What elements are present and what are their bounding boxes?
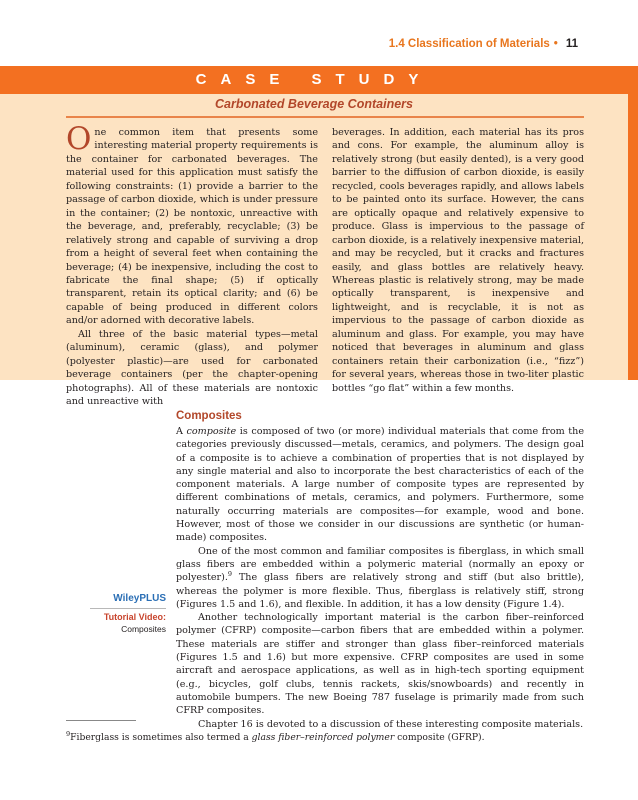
composites-paragraph-1 (176, 425, 584, 545)
running-header (30, 38, 578, 50)
case-study-divider (66, 116, 584, 118)
composites-paragraph-4: Chapter 16 is devoted to a discussion of these interesting composite materials. (198, 718, 584, 730)
case-paragraph-2: All three of the basic material types—metal (aluminum), ceramic (glass), and polymer (polyester plastic)—are used for carbonated beverage containers (per the chapter-opening photographs). All of these materials are nontoxic and unreactive with (66, 328, 318, 408)
composites-paragraph-2 (176, 545, 584, 611)
sidebar-divider (90, 608, 166, 609)
composites-paragraph-3: Another technologically important material is the carbon fiber–reinforced polymer (CFRP) composite—carbon fibers that are embedded within a polymer. These materials are stiffer and stronger than glass fiber–reinforced materials (Figures 1.5 and 1.6) but more expensive. CFRP composites are used in some aircraft and aerospace applications, as well as in high-tech sporting equipment (e.g., bicycles, golf clubs, tennis rackets, skis/snowboards) and recently in automobile bumpers. The new Boeing 787 fuselage is primarily made from such CFRP composites. (176, 612, 584, 717)
page-number: 11 (565, 38, 578, 50)
case-paragraph-1 (66, 121, 318, 328)
term-composite: composite (186, 426, 237, 437)
text-run: is composed of two (or more) individual materials that come from the categories previously discussed—metals, ceramics, and polymers. The design goal of a composite is to achieve a combination of properties that is not displayed by any single material and also to incorporate the best characteristics of each of the component materials. A large number of composite types are represented by different combinations of metals, ceramics, and polymers. Furthermore, some naturally occurring materials are composites—for example, wood and bone. However, most of those we consider in our discussions are synthetic (or human-made) composites. (176, 426, 585, 544)
case-paragraph-1-text: ne common item that presents some interesting material property requirements is the container for carbonated beverages. The material used for this application must satisfy the following constraints: (1) provide a barrier to the passage of carbon dioxide, which is under pressure in the container; (2) be nontoxic, unreactive with the beverage, and, preferably, recyclable; (3) be relatively strong and capable of surviving a drop from a height of several feet when containing the beverage; (4) be inexpensive, including the cost to fabricate the final shape; (5) if optically transparent, retain its optical clarity; and (6) be capable of being produced in different colors and/or adorned with decorative labels. (66, 127, 318, 327)
section-heading-composites: Composites (176, 410, 242, 422)
case-paragraph-3: beverages. In addition, each material has its pros and cons. For example, the aluminum alloy is relatively strong (but easily dented), is a very good barrier to the diffusion of carbon dioxide, is easily recycled, cools beverages rapidly, and allows labels to be painted onto its surface. However, the cans are optically opaque and relatively expensive to produce. Glass is impervious to the passage of carbon dioxide, is a relatively inexpensive material, and may be recycled, but it cracks and fractures easily, and glass bottles are relatively heavy. Whereas plastic is relatively strong, may be made optically transparent, is inexpensive and lightweight, and is recyclable, it is not as impervious to the passage of carbon dioxide as aluminum and glass. For example, you may have noticed that beverages in aluminum and glass containers retain their carbonization (i.e., “fizz”) for several years, whereas those in two-liter plastic bottles “go flat” within a few months. (332, 127, 584, 394)
case-study-right-column (332, 126, 584, 395)
drop-cap: O (66, 121, 92, 157)
composites-body (176, 425, 584, 731)
header-bullet: • (553, 38, 558, 50)
header-section-title: 1.4 Classification of Materials (388, 38, 550, 50)
page-edge-tab (628, 66, 638, 380)
text-run: One of the most common and familiar composites is fiberglass, in which small glass fibers are embedded within a polymeric material (normally an epoxy or polyester). (176, 545, 584, 584)
tutorial-video-topic[interactable]: Composites (121, 624, 166, 634)
text-run: composite (GFRP). (394, 732, 485, 743)
case-study-title: Carbonated Beverage Containers (215, 97, 413, 111)
case-study-left-column (66, 121, 318, 409)
text-run: A (176, 426, 187, 437)
case-study-banner: CASE STUDY (0, 66, 628, 94)
footnote-number: 9 (66, 729, 71, 738)
footnote-ref[interactable]: 9 (227, 570, 233, 579)
term-gfrp: glass fiber–reinforced polymer (251, 732, 395, 743)
wileyplus-label[interactable]: WileyPLUS (113, 593, 166, 604)
tutorial-video-link[interactable]: Tutorial Video: (103, 612, 166, 622)
footnote (66, 729, 586, 743)
footnote-divider (66, 720, 136, 721)
text-run: Fiberglass is sometimes also termed a (70, 732, 252, 743)
text-run: The glass fibers are relatively strong and stiff (but also brittle), whereas the polymer is more flexible. Thus, fiberglass is relatively stiff, strong (Figures 1.5 and 1.6), and flexible. In addition, it has a low density (Figure 1.4). (176, 572, 584, 610)
